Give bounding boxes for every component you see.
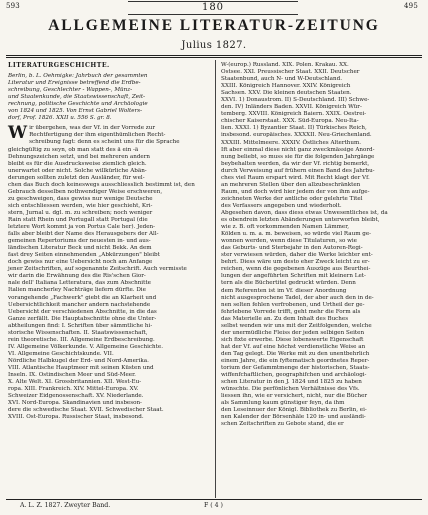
text-line: chischer Kaiserstaat. XXX. Süd-Europa. Neu-Ita- bbox=[221, 118, 359, 125]
drop-cap: W bbox=[8, 123, 28, 144]
text-line: zeichneten Werke der antliche oder gelehrte Titel bbox=[221, 195, 363, 202]
text-line: Italien mancherley Nachträge liefern dürfte. Die bbox=[8, 287, 146, 294]
text-line: chen das Buch doch keineswegs ausschliesslich bestimmt ist, den bbox=[8, 181, 195, 188]
page-footer bbox=[8, 502, 420, 512]
text-line: ländischen Literatur Beck und nicht Bekk. An dem bbox=[8, 245, 152, 252]
text-line: Gebrauch desselben nothwendiger Weise erschweren, bbox=[8, 188, 163, 195]
left-column-number: 593 bbox=[6, 2, 20, 10]
footer-signature: F ( 4 ) bbox=[204, 502, 223, 509]
text-line: XXIII. Königreich Hannover. XXIV. Königreich bbox=[221, 83, 351, 90]
text-line: hat der Vf. auf eine höchst verdienstliche Weise an bbox=[221, 343, 366, 350]
footer-volume: A. L. Z. 1827. Zweyter Band. bbox=[20, 502, 111, 509]
text-line: Uebersicht der verschiedenen Abschnitte, in die das bbox=[8, 308, 157, 315]
page-header bbox=[0, 0, 428, 14]
text-line: das Materielle an. Zu dem Inhalt des Buches bbox=[221, 315, 349, 322]
text-line: Kölden u. m. a. m. beweisen, so würde viel Raum ge- bbox=[221, 231, 372, 238]
text-line: den. IV) Inländers Baden. XXVII. Königreich Wür- bbox=[221, 104, 362, 111]
right-column-number: 495 bbox=[404, 2, 418, 10]
issue-date: Julius 1827. bbox=[181, 40, 247, 51]
text-line: ropa. XIII. Frankreich. XIV. Mittel-Europa. XV. bbox=[8, 386, 139, 393]
text-line: sich entschliessen werden, wie hier geschieht, Kri- bbox=[8, 202, 153, 209]
text-line: behrt. Diess wäre um desto eher Zweck leicht zu er- bbox=[221, 259, 370, 266]
text-line: torium der Gefammtmenge der historischen, Staats- bbox=[221, 365, 370, 372]
entry-heading-line: dorf, Prof. 1826. XXII u. 556 S. gr. 8. bbox=[8, 115, 112, 122]
drop-cap-rest: ir übergehen, was der Vf. in der Vorrede zur bbox=[29, 125, 156, 132]
book-entry-heading bbox=[8, 73, 208, 122]
page-number: 180 bbox=[128, 1, 298, 15]
text-line: ster verwiesen würden, daher die Werke leichter ent- bbox=[221, 252, 373, 259]
text-line: Nördliche Halbkugel der Erd- und Nord-Amerika. bbox=[8, 357, 149, 364]
text-line: durch Verweisung auf frühern einen Band des Jahrbu- bbox=[221, 167, 375, 174]
text-line: Dehnungszeichen setzt, und bei mehreren andern bbox=[8, 153, 151, 160]
text-line: dere die schwedische Staat. XVII. Schwedischer Staat. bbox=[8, 407, 164, 414]
text-line: fehrlebene Vorrede trifft, geht mehr die Form als bbox=[221, 308, 361, 315]
text-line: Rain statt Rhein und Portugall statt Portugal (die bbox=[8, 216, 148, 223]
text-line: Abgesehen davon, dass diess etwas Unwesentliches ist, da bbox=[221, 209, 388, 216]
text-line: vorangehende „Fachwerk" giebt die an Klarheit und bbox=[8, 294, 157, 301]
masthead-rule bbox=[6, 55, 422, 58]
right-column bbox=[221, 62, 420, 428]
text-line: Raum, und doch wird hier jedem der von ihm aufge- bbox=[221, 188, 370, 195]
text-line: schen Literatur in den J. 1824 und 1825 zu haben bbox=[221, 379, 362, 386]
text-line: unerwartet oder nicht. Solche willkürliche Abän- bbox=[8, 167, 147, 174]
section-title: LITERATURGESCHICHTE. bbox=[8, 62, 110, 69]
text-line: Ostsee. XXI. Preussischer Staat. XXII. Deutscher bbox=[221, 69, 360, 76]
text-line: den Leseinnuer der Königl. Bibliothek zu Berlin, ei- bbox=[221, 407, 367, 414]
text-line: Sachsen. XXV. Die kleinen deutschen Staaten. bbox=[221, 90, 352, 97]
text-line: wünschte. Die perfönlichen Verhältnisse des Vfs. bbox=[221, 386, 360, 393]
text-line: selbst wenden wir uns mit der Zeitfolgenden, welche bbox=[221, 322, 372, 329]
left-column bbox=[8, 62, 208, 421]
text-line: Ganze zerfällt. Die Hauptabschnitte ohne die Unter- bbox=[8, 315, 157, 322]
entry-heading-line: Berlin, b. L. Oehmigke: Jahrbuch der gesammten bbox=[8, 73, 148, 80]
text-line: wonnen werden, wenn diese Titulaturen, so wie bbox=[221, 238, 357, 245]
text-line: XXVI. 1) Donaustrom. II) S-Deutschland. III) Schwe- bbox=[221, 97, 370, 104]
text-line: dem Referenten ist im Vf. dieser Anordnung bbox=[221, 287, 347, 294]
text-line: ches viel Raum erspart wird. Mit Recht klagt der Vf. bbox=[221, 174, 370, 181]
text-line: VI. Allgemeine Geschichtskunde. VII. bbox=[8, 350, 114, 357]
text-line: zu geschweigen, dass gewiss nur wenige Deutsche bbox=[8, 195, 153, 202]
text-line: an mehreren Stellen über den allzubeschränkten bbox=[221, 181, 361, 188]
text-line: reichen, wenn die gegebenen Auszüge aus Beurthei- bbox=[221, 266, 371, 273]
left-column-body bbox=[8, 125, 208, 421]
text-line: IV. Allgemeine Völkerkunde. V. Allgemeine Geschichte. bbox=[8, 343, 163, 350]
text-line: storische Wissenschaften. II. Staatswissenschaft, bbox=[8, 329, 148, 336]
text-line: nung beliebt, so muss sie für die folgenden Jahrgänge bbox=[221, 153, 375, 160]
text-line: das Geburts- und Sterbejahr in den Autoren-Regi- bbox=[221, 245, 363, 252]
text-line: nale dell' Italiana Letteratura, das zum Abschnitte bbox=[8, 280, 151, 287]
text-line: des Verfassers angegeben und wiederholt. bbox=[221, 202, 342, 209]
text-line: temberg. XXVIII. Königreich Baiern. XXIX. Oestrei- bbox=[221, 111, 367, 118]
text-line: nen selten fehlen verfrobenen, und Urtheil der ge- bbox=[221, 301, 365, 308]
text-line: XXXIII. Mittelmeere. XXXIV. Östliches Alterthum. bbox=[221, 139, 362, 146]
text-line: Uebersichtlichkeit mancher andern nachstehende bbox=[8, 301, 151, 308]
text-line: derungen sollten zuletzt den Ausländer, für wel- bbox=[8, 174, 145, 181]
text-line: wiffenfchaftlichen, geographifchen und archäologi- bbox=[221, 372, 367, 379]
text-line: gleichgültig zu seyn, ob man statt des ä ein -ä bbox=[8, 146, 139, 153]
text-line: einem Jahre, die ein fyftematisch geordnetes Reper- bbox=[221, 357, 370, 364]
text-line: insbesond. europäisches. XXXXII. Neu-Griechenland. bbox=[221, 132, 372, 139]
text-line: abtheilungen find: I. Schriften über sämmtliche hi- bbox=[8, 322, 153, 329]
text-line: sich fixte erwerbe. Diese lobenswerte Eigenschaft bbox=[221, 336, 364, 343]
text-line: schreibung fagt: denn es scheint uns für die Sprache bbox=[29, 139, 180, 146]
text-line: nicht ausgesprochene Tadel, der aber auch den in de- bbox=[221, 294, 374, 301]
text-line: der unermüdliche Fleiss der jeden selbigen Seiten bbox=[221, 329, 365, 336]
text-line: fast drey Seiten einnehmenden „Abkürzungen" bleibt bbox=[8, 252, 160, 259]
text-line: X. Alte Welt. XI. Grossbritannien. XII. West-Eu- bbox=[8, 379, 142, 386]
text-line: VIII. Atlantische Hauptmeer mit seinen Küsten und bbox=[8, 364, 154, 371]
text-line: Ift aber einmal diese nicht ganz zweckmässige Anord- bbox=[221, 146, 375, 153]
text-line: lien. XXXI. 1) Byzantier Staat. II) Türkisches Reich, bbox=[221, 125, 367, 132]
right-column-body bbox=[221, 62, 420, 428]
entry-heading-line: Literatur und Ereignisse betreffend die Erdbe- bbox=[8, 80, 141, 87]
footer-rule bbox=[6, 499, 422, 500]
text-line: bleibt es für die Ausdrucksweise ziemlich gleich. bbox=[8, 160, 147, 167]
text-line: Staatenbund, auch N- und W-Deutschland. bbox=[221, 76, 342, 83]
text-line: W-(europ.) Russland. XIX. Polen. Krakau. XX. bbox=[221, 62, 349, 68]
text-line: wie z. B. oft vorkommenden Namen Lämmer, bbox=[221, 224, 350, 231]
entry-heading-line: schreibung, Geschlechter - Wappen-, Münz- bbox=[8, 87, 133, 94]
text-line: jener Zeitschriften, auf sogenannte Zeitschrift. Auch vermisste bbox=[8, 266, 187, 273]
text-line: doch gewiss nur eine Uebersicht noch am Anfange bbox=[8, 259, 153, 266]
text-line: Schweizer Eidgenossenschaft. XV. Niederlande. bbox=[8, 393, 144, 400]
entry-heading-line: von 1824 und 1825. Von Ernst Gabriel Wolters- bbox=[8, 108, 143, 115]
entry-heading-line: rechnung, politische Geschichte und Archäologie bbox=[8, 101, 148, 108]
text-line: es obendrein letzten Abänderungen unterworfen bleibt, bbox=[221, 217, 380, 224]
text-line: Rechtfertigung der ihm eigenthümlichen Recht- bbox=[29, 132, 166, 139]
text-line: nen Kalender der Börsenhäle 120 in- und ausländi- bbox=[221, 414, 366, 421]
text-line: XVI. Nord-Europa. Skandinavien und insbeson- bbox=[8, 400, 142, 407]
masthead-title: ALLGEMEINE LITERATUR-ZEITUNG bbox=[48, 17, 380, 34]
text-line: schen Zeitschriften zu Gebote stand, die er bbox=[221, 421, 344, 428]
text-line: gemeinen Repertoriums der neuesten in- und aus- bbox=[8, 238, 151, 245]
text-line: als Sammlung kaum günstiger feyn, da ihm bbox=[221, 400, 345, 407]
column-divider bbox=[215, 60, 216, 498]
text-line: Inseln. IX. Ostindischen Meer und Süd-Meer. bbox=[8, 372, 136, 379]
text-line: letztere Wort kommt ja von Portus Cale her). Jeden- bbox=[8, 224, 156, 231]
text-line: lungen der angeführten Schriften mit kleinern Let- bbox=[221, 273, 366, 280]
text-line: stern, Jurnal u. dgl. m. zu schreiben; noch weniger bbox=[8, 209, 153, 216]
text-line: rein theoretische. III. Allgemeine Erdbeschreibung. bbox=[8, 336, 155, 343]
entry-heading-line: und Staatenkunde, die Staatswissenschaft, Zeit- bbox=[8, 94, 146, 101]
text-line: wir darin die Erwähnung des die Ris'schen Gior- bbox=[8, 273, 146, 280]
text-line: beybehalten werden, da wir der Vf. richtig bemerkt, bbox=[221, 160, 370, 167]
text-line: den Tag gelegt. Die Werke mit zu den unentbehrlich bbox=[221, 350, 370, 357]
text-line: XVIII. Ost-Europa. Russischer Staat, insbesond. bbox=[8, 414, 144, 421]
text-line: tern als die Büchertitel gedruckt würden. Denn bbox=[221, 280, 356, 287]
text-line: liessen ihn, wie er versichert, nicht, nur die Bücher bbox=[221, 393, 368, 400]
text-line: falls aber bleibt der Name des Herausgebers der All- bbox=[8, 231, 159, 238]
